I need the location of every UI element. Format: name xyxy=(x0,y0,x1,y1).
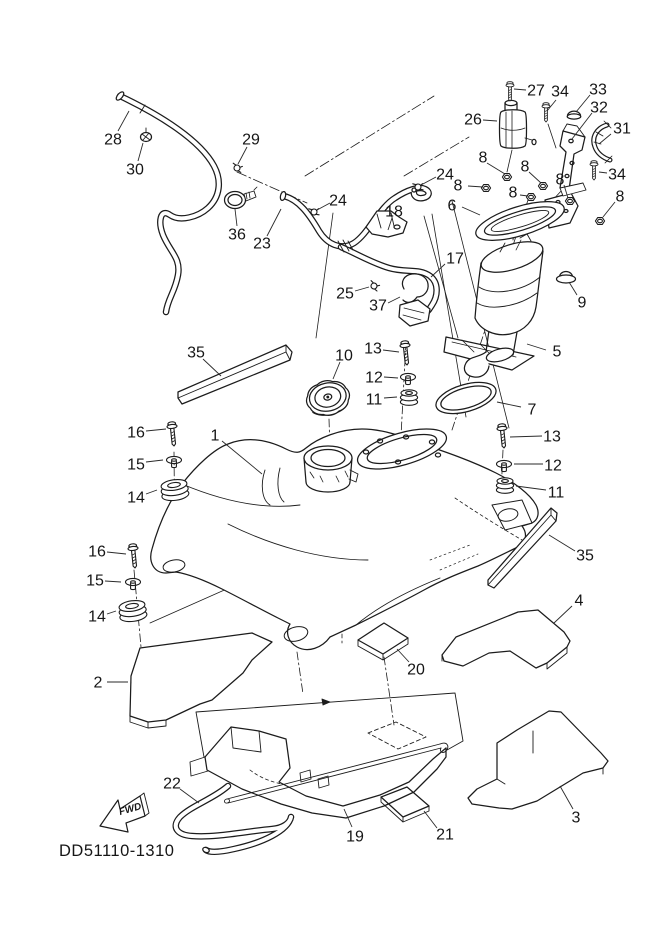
grommet-11-left xyxy=(400,390,417,406)
svg-text:8: 8 xyxy=(520,158,530,176)
washer-12-left xyxy=(401,373,416,384)
part-label-8 xyxy=(509,185,528,202)
svg-text:8: 8 xyxy=(615,188,625,206)
bolt-13-right xyxy=(497,423,509,448)
svg-text:35: 35 xyxy=(187,344,205,362)
svg-text:29: 29 xyxy=(242,131,260,149)
cap-33 xyxy=(567,111,581,119)
pad-4 xyxy=(442,610,570,669)
clamp-36 xyxy=(225,187,258,209)
washer-15-lower xyxy=(126,578,141,589)
svg-text:2: 2 xyxy=(93,674,103,692)
fwd-arrow xyxy=(100,793,149,832)
svg-text:32: 32 xyxy=(590,99,608,117)
clamp-30 xyxy=(141,128,152,142)
svg-text:19: 19 xyxy=(346,828,364,846)
part-label-3 xyxy=(560,786,581,827)
svg-text:15: 15 xyxy=(86,572,104,590)
part-label-13 xyxy=(364,341,399,358)
canister-26 xyxy=(500,100,537,148)
svg-text:8: 8 xyxy=(555,171,565,189)
svg-text:15: 15 xyxy=(127,456,145,474)
part-label-15 xyxy=(86,573,121,590)
bolt-16-upper xyxy=(167,421,179,446)
svg-text:5: 5 xyxy=(552,343,562,361)
pump-plate-6 xyxy=(472,193,578,248)
svg-text:37: 37 xyxy=(369,297,387,315)
svg-text:26: 26 xyxy=(464,111,482,129)
svg-text:22: 22 xyxy=(163,775,181,793)
part-label-30 xyxy=(126,143,144,179)
svg-text:35: 35 xyxy=(576,547,594,565)
part-label-23 xyxy=(253,209,281,253)
part-label-11 xyxy=(366,392,397,409)
floor-plate xyxy=(196,693,463,757)
part-label-25 xyxy=(336,286,369,303)
svg-text:12: 12 xyxy=(544,457,562,475)
hose-23 xyxy=(279,188,428,246)
bolt-34-lower xyxy=(590,161,598,180)
svg-text:11: 11 xyxy=(547,484,565,502)
washer-15-upper xyxy=(167,456,182,467)
part-label-19 xyxy=(344,809,364,846)
part-label-15 xyxy=(127,457,163,474)
part-label-17 xyxy=(431,251,464,278)
grommet-11-right xyxy=(496,478,513,494)
svg-text:16: 16 xyxy=(88,543,106,561)
svg-text:31: 31 xyxy=(613,120,631,138)
svg-text:23: 23 xyxy=(253,235,271,253)
svg-text:27: 27 xyxy=(527,82,545,100)
part-label-8 xyxy=(454,178,483,195)
part-label-8 xyxy=(479,150,505,175)
part-label-21 xyxy=(424,811,454,844)
svg-text:33: 33 xyxy=(589,81,607,99)
part-label-29 xyxy=(238,132,260,165)
svg-text:20: 20 xyxy=(407,661,425,679)
part-label-24 xyxy=(421,167,454,186)
svg-text:7: 7 xyxy=(527,401,537,419)
bolt-34-upper xyxy=(542,103,550,122)
part-label-12 xyxy=(514,458,562,475)
svg-text:3: 3 xyxy=(571,809,581,827)
part-label-28 xyxy=(104,111,129,149)
svg-text:12: 12 xyxy=(365,369,383,387)
svg-text:16: 16 xyxy=(127,424,145,442)
part-label-16 xyxy=(127,425,166,442)
part-label-27 xyxy=(514,83,545,100)
svg-text:36: 36 xyxy=(228,226,246,244)
part-label-8 xyxy=(521,159,541,184)
tank-cap-10 xyxy=(303,376,353,419)
fuel-tank-1 xyxy=(151,421,538,650)
svg-text:21: 21 xyxy=(436,826,454,844)
part-label-36 xyxy=(228,209,246,244)
part-label-14 xyxy=(88,609,116,626)
svg-text:14: 14 xyxy=(88,608,106,626)
part-label-12 xyxy=(365,370,398,387)
hose-28 xyxy=(115,91,219,312)
part-label-13 xyxy=(510,429,561,446)
grommet-9 xyxy=(557,272,576,284)
svg-text:10: 10 xyxy=(335,347,353,365)
svg-text:8: 8 xyxy=(508,184,518,202)
part-label-14 xyxy=(127,490,157,507)
drawing-number: DD51110-1310 xyxy=(59,842,175,860)
svg-text:24: 24 xyxy=(329,192,347,210)
pad-20 xyxy=(358,623,408,660)
svg-text:13: 13 xyxy=(543,428,561,446)
part-label-37 xyxy=(369,297,400,315)
part-label-9 xyxy=(569,282,587,312)
part-label-20 xyxy=(397,649,425,679)
svg-text:34: 34 xyxy=(608,166,626,184)
svg-text:8: 8 xyxy=(478,149,488,167)
svg-text:4: 4 xyxy=(574,592,584,610)
bolt-27 xyxy=(506,82,514,101)
pad-2 xyxy=(130,633,272,728)
holder-37 xyxy=(399,274,430,326)
pad-3 xyxy=(468,711,608,809)
part-label-2 xyxy=(94,675,128,692)
clip-25 xyxy=(369,281,380,292)
part-label-35 xyxy=(549,535,594,565)
part-label-24 xyxy=(317,193,347,211)
svg-text:1: 1 xyxy=(210,427,220,445)
clip-29 xyxy=(233,163,242,172)
part-label-5 xyxy=(527,344,562,361)
part-label-4 xyxy=(554,593,584,624)
hose-31 xyxy=(594,121,612,163)
breather-hose-22 xyxy=(176,786,291,854)
svg-text:8: 8 xyxy=(453,177,463,195)
part-label-8 xyxy=(603,189,625,218)
svg-text:28: 28 xyxy=(104,131,122,149)
svg-text:18: 18 xyxy=(385,203,403,221)
svg-text:6: 6 xyxy=(447,197,457,215)
part-label-10 xyxy=(333,348,353,380)
svg-text:30: 30 xyxy=(126,161,144,179)
fwd-label: FWD xyxy=(117,801,143,819)
part-label-35 xyxy=(187,345,221,377)
part-label-26 xyxy=(464,112,497,129)
gasket-7 xyxy=(432,376,499,419)
grommet-14-lower xyxy=(118,599,148,623)
bolt-16-lower xyxy=(128,543,140,568)
part-label-34 xyxy=(599,167,626,184)
part-label-22 xyxy=(163,776,199,804)
part-label-34 xyxy=(547,84,569,112)
svg-text:17: 17 xyxy=(446,250,464,268)
svg-text:25: 25 xyxy=(336,285,354,303)
svg-text:24: 24 xyxy=(436,166,454,184)
svg-text:34: 34 xyxy=(551,83,569,101)
svg-text:13: 13 xyxy=(364,340,382,358)
svg-text:11: 11 xyxy=(365,391,383,409)
washer-12-right xyxy=(497,460,512,471)
svg-text:14: 14 xyxy=(127,489,145,507)
part-label-6 xyxy=(448,198,480,216)
part-label-16 xyxy=(88,544,126,561)
svg-text:9: 9 xyxy=(577,294,587,312)
